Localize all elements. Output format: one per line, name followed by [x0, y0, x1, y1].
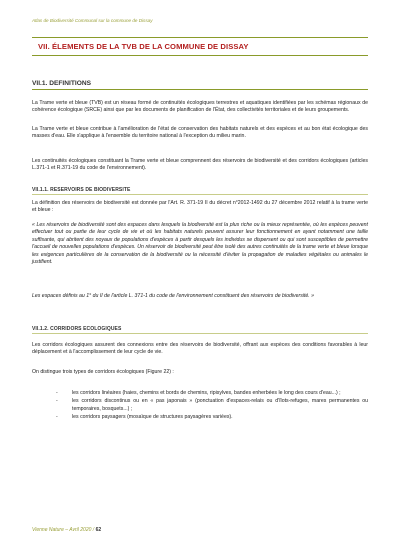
list-item-text: les corridors discontinus ou en « pas japonais » (ponctuation d'espaces-relais ou d'îlots-refuges, mares permanentes ou temporaires, bosquets...) ;: [72, 398, 368, 412]
section-heading: [32, 37, 368, 56]
list-dash: -: [56, 414, 58, 421]
running-header: Atlas de Biodiversité Communal sur la commune de Dissay: [32, 18, 153, 23]
reservoirs-quote-end: Les espaces définis au 1° du II de l'article L. 371-1 du code de l'environnement constituent des réservoirs de biodiversité. »: [32, 293, 315, 299]
reservoirs-intro: La définition des réservoirs de biodiversité est donnée par l'Art. R. 371-19 II du décret n°2012-1492 du 27 décembre 2012 relatif à la trame verte et bleue :: [32, 200, 368, 214]
definition-paragraph-3: Les continuités écologiques constituant la Trame verte et bleue comprennent des réservoirs de biodiversité et des corridors écologiques (articles L.371-1 et R.371-19 du code de l'environnement).: [32, 158, 368, 172]
list-item: [32, 398, 368, 413]
subsection-heading: [32, 74, 368, 90]
corridors-title: VII.1.2. CORRIDORS ECOLOGIQUES: [32, 326, 122, 332]
footer-source: Vienne Nature – Avril 2020 /: [32, 527, 96, 533]
corridors-paragraph-2: On distingue trois types de corridors écologiques (Figure 22) :: [32, 369, 174, 375]
corridor-types-list: [32, 390, 368, 423]
definition-paragraph-2: La Trame verte et bleue contribue à l'amélioration de l'état de conservation des habitats naturels et des espèces et au bon état écologique des masses d'eau. Elle s'applique à l'ensemble du territoire national à l'exception du milieu marin.: [32, 126, 368, 140]
list-item: [32, 414, 368, 421]
list-item: [32, 390, 368, 397]
page-number: 62: [95, 527, 102, 533]
page-footer: [32, 527, 101, 533]
section-title: VII. ÉLEMENTS DE LA TVB DE LA COMMUNE DE DISSAY: [38, 42, 249, 51]
definition-paragraph-1: La Trame verte et bleue (TVB) est un réseau formé de continuités écologiques terrestres et aquatiques identifiées par les schémas régionaux de cohérence écologique (SRCE) ainsi que par les documents de planification de l'État, des collectivités territoriales et de leurs groupements.: [32, 100, 368, 114]
reservoirs-title: VII.1.1. RESERVOIRS DE BIODIVERSITE: [32, 187, 131, 193]
reservoirs-heading: [32, 183, 368, 195]
list-dash: -: [56, 398, 58, 405]
corridors-paragraph-1: Les corridors écologiques assurent des connexions entre des réservoirs de biodiversité, offrant aux espèces des conditions favorables à leur déplacement et à l'accomplissement de leur cycle de vie.: [32, 342, 368, 356]
subsection-title: VII.1. DEFINITIONS: [32, 80, 91, 87]
list-item-text: les corridors linéaires (haies, chemins et bords de chemins, ripisylves, bandes enherbées le long des cours d'eau...) ;: [72, 390, 341, 396]
list-dash: -: [56, 390, 58, 396]
corridors-heading: [32, 322, 368, 334]
list-item-text: les corridors paysagers (mosaïque de structures paysagères variées).: [72, 414, 233, 421]
reservoirs-quote: « Les réservoirs de biodiversité sont des espaces dans lesquels la biodiversité est la plus riche ou la mieux représentée, où les espèces peuvent effectuer tout ou partie de leur cycle de vie et où les habitats naturels peuvent assurer leur fonctionnement en ayant notamment une taille suffisante, qui abritent des noyaux de populations d'espèces à partir desquels les individus se dispersent ou qui sont susceptibles de permettre l'accueil de nouvelles populations d'espèces. Un réservoir de biodiversité peut être isolé des autres continuités de la trame verte et bleue lorsque les exigences particulières de la conservation de la biodiversité ou la nécessité d'éviter la propagation de maladies végétales ou animales le justifient.: [32, 222, 368, 266]
